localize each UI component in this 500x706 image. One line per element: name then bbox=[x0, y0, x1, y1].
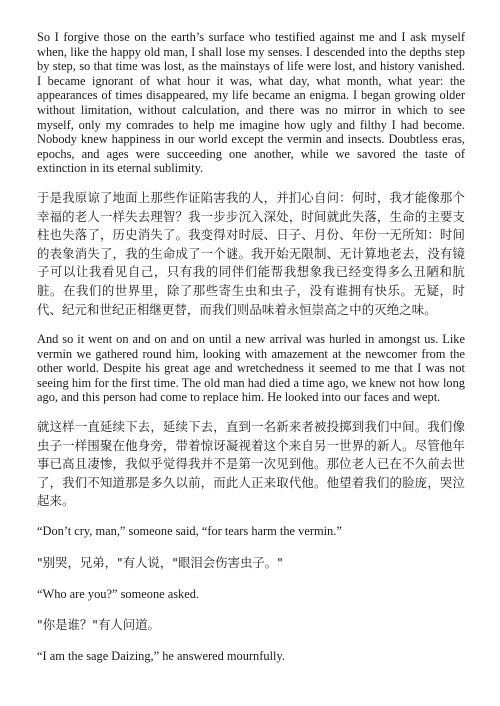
dialogue-2-english: “Who are you?” someone asked. bbox=[37, 586, 200, 601]
dialogue-2-chinese: "你是谁？"有人问道。 bbox=[37, 617, 160, 633]
paragraph-1-english: So I forgive those on the earth’s surface who testified against me and I ask myself when, like the happy old man, I shall lose my senses. I descended into the depths step by step, so that time was lost, as the mainstays of life were lost, and history vanished. I became ignorant of what hour it was, what day, what month, what year: the appearances of times disappeared, my life became an enigma. I began growing older without limitation, without calculation, and there was no mirror in which to see myself, only my comrades to help me imagine how ugly and filthy I had become. Nobody knew happiness in our world except the vermin and insects. Doubtless eras, epochs, and ages were succeeding one another, while we savored the taste of extinction in its eternal sublimity. bbox=[37, 30, 465, 176]
dialogue-3-english: “I am the sage Daizing,” he answered mournfully. bbox=[37, 649, 285, 664]
dialogue-1-english: “Don’t cry, man,” someone said, “for tears harm the vermin.” bbox=[37, 524, 342, 539]
paragraph-2-english: And so it went on and on and on until a new arrival was hurled in amongst us. Like vermin we gathered round him, looking with amazement at the newcomer from the other world. Despite his great age and wretchedness it seemed to me that I was not seeing him for the first time. The old man had died a time ago, we knew not how long ago, and this person had come to replace him. He looked into our faces and wept. bbox=[37, 332, 465, 405]
dialogue-1-chinese: "别哭，兄弟，"有人说，"眼泪会伤害虫子。" bbox=[37, 554, 283, 570]
paragraph-1-chinese: 于是我原谅了地面上那些作证陷害我的人，并扪心自问：何时，我才能像那个幸福的老人一样失去理智？我一步步沉入深处，时间就此失落，生命的主要支柱也失落了，历史消失了。我变得对时辰、日子、月份、年份一无所知：时间的表象消失了，我的生命成了一个谜。我开始无限制、无计算地老去，没有镜子可以让我看见自己，只有我的同伴们能帮我想象我已经变得多么丑陋和肮脏。在我们的世界里，除了那些寄生虫和虫子，没有谁拥有快乐。无疑，时代、纪元和世纪正相继更替，而我们则品味着永恒崇高之中的灭绝之味。 bbox=[37, 189, 465, 317]
document-page bbox=[37, 30, 465, 680]
paragraph-2-chinese: 就这样一直延续下去，延续下去，直到一名新来者被投掷到我们中间。我们像虫子一样围聚在他身旁，带着惊讶凝视着这个来自另一世界的新人。尽管他年事已高且凄惨，我似乎觉得我并不是第一次见到他。那位老人已在不久前去世了，我们不知道那是多久以前，而此人正来取代他。他望着我们的脸庞，哭泣起来。 bbox=[37, 419, 465, 509]
